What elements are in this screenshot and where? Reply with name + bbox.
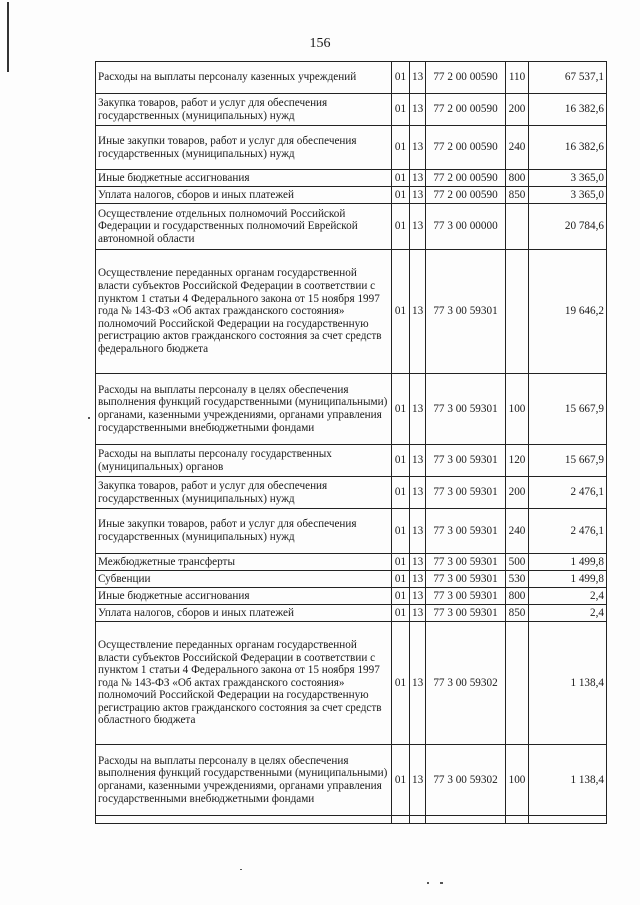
expense-type-code: 110 (506, 62, 529, 94)
expense-type-code: 800 (506, 588, 529, 605)
subsection-code: 13 (410, 250, 426, 374)
amount (529, 816, 607, 824)
table-row (96, 816, 607, 824)
amount: 20 784,6 (529, 204, 607, 250)
table-row (96, 445, 607, 477)
amount: 1 499,8 (529, 554, 607, 571)
table-row (96, 204, 607, 250)
section-code: 01 (392, 745, 410, 816)
expense-name: Иные бюджетные ассигнования (96, 588, 392, 605)
expense-name: Иные бюджетные ассигнования (96, 170, 392, 187)
expense-type-code (506, 250, 529, 374)
page-number: 156 (309, 36, 331, 51)
section-code: 01 (392, 509, 410, 554)
table-row (96, 94, 607, 126)
scan-speck (88, 417, 90, 419)
target-article-code: 77 3 00 59301 (426, 509, 506, 554)
subsection-code: 13 (410, 62, 426, 94)
target-article-code: 77 3 00 59301 (426, 477, 506, 509)
amount: 1 499,8 (529, 571, 607, 588)
subsection-code: 13 (410, 374, 426, 445)
section-code: 01 (392, 374, 410, 445)
expense-name: Иные закупки товаров, работ и услуг для обеспечения государственных (муниципальных) нужд (96, 126, 392, 170)
expense-name: Межбюджетные трансферты (96, 554, 392, 571)
target-article-code: 77 3 00 59302 (426, 745, 506, 816)
table-row (96, 622, 607, 745)
section-code: 01 (392, 170, 410, 187)
expense-name (96, 816, 392, 824)
table-row (96, 187, 607, 204)
scan-speck (427, 882, 429, 884)
expense-type-code (506, 204, 529, 250)
expense-type-code: 850 (506, 605, 529, 622)
expense-name: Уплата налогов, сборов и иных платежей (96, 187, 392, 204)
expense-type-code (506, 622, 529, 745)
target-article-code: 77 2 00 00590 (426, 187, 506, 204)
expense-type-code: 240 (506, 126, 529, 170)
amount: 3 365,0 (529, 187, 607, 204)
section-code: 01 (392, 477, 410, 509)
expense-type-code: 200 (506, 94, 529, 126)
table-row (96, 126, 607, 170)
expense-name: Осуществление переданных органам государственной власти субъектов Российской Федерации в соответствии с пунктом 1 статьи 4 Федерального закона от 15 ноября 1997 года № 143-ФЗ «Об актах гражданского состояния» полномочий Российской Федерации на государственную регистрацию актов гражданского состояния за счет средств федерального бюджета (96, 250, 392, 374)
expense-name: Уплата налогов, сборов и иных платежей (96, 605, 392, 622)
subsection-code: 13 (410, 170, 426, 187)
target-article-code: 77 3 00 59301 (426, 588, 506, 605)
subsection-code: 13 (410, 187, 426, 204)
budget-table-body (96, 62, 607, 824)
amount: 2,4 (529, 605, 607, 622)
table-row (96, 250, 607, 374)
target-article-code: 77 3 00 00000 (426, 204, 506, 250)
amount: 2 476,1 (529, 477, 607, 509)
amount: 16 382,6 (529, 94, 607, 126)
subsection-code: 13 (410, 204, 426, 250)
expense-type-code: 850 (506, 187, 529, 204)
section-code: 01 (392, 588, 410, 605)
expense-type-code: 100 (506, 374, 529, 445)
section-code: 01 (392, 622, 410, 745)
subsection-code: 13 (410, 94, 426, 126)
amount: 19 646,2 (529, 250, 607, 374)
target-article-code: 77 2 00 00590 (426, 126, 506, 170)
subsection-code: 13 (410, 477, 426, 509)
subsection-code: 13 (410, 588, 426, 605)
subsection-code: 13 (410, 554, 426, 571)
subsection-code: 13 (410, 571, 426, 588)
subsection-code: 13 (410, 622, 426, 745)
amount: 15 667,9 (529, 445, 607, 477)
section-code: 01 (392, 187, 410, 204)
expense-type-code: 800 (506, 170, 529, 187)
table-row (96, 605, 607, 622)
table-row (96, 477, 607, 509)
section-code: 01 (392, 94, 410, 126)
subsection-code: 13 (410, 445, 426, 477)
table-row (96, 745, 607, 816)
amount: 67 537,1 (529, 62, 607, 94)
table-row (96, 554, 607, 571)
subsection-code: 13 (410, 745, 426, 816)
budget-table (95, 61, 607, 824)
expense-name: Закупка товаров, работ и услуг для обеспечения государственных (муниципальных) нужд (96, 94, 392, 126)
expense-name: Закупка товаров, работ и услуг для обеспечения государственных (муниципальных) нужд (96, 477, 392, 509)
expense-type-code (506, 816, 529, 824)
expense-name: Осуществление переданных органам государственной власти субъектов Российской Федерации в соответствии с пунктом 1 статьи 4 Федерального закона от 15 ноября 1997 года № 143-ФЗ «Об актах гражданского состояния» полномочий Российской Федерации на государственную регистрацию актов гражданского состояния за счет средств областного бюджета (96, 622, 392, 745)
section-code: 01 (392, 605, 410, 622)
amount: 3 365,0 (529, 170, 607, 187)
section-code: 01 (392, 126, 410, 170)
section-code: 01 (392, 571, 410, 588)
target-article-code: 77 2 00 00590 (426, 62, 506, 94)
table-row (96, 62, 607, 94)
expense-name: Субвенции (96, 571, 392, 588)
section-code: 01 (392, 250, 410, 374)
target-article-code: 77 2 00 00590 (426, 94, 506, 126)
table-row (96, 374, 607, 445)
expense-name: Расходы на выплаты персоналу в целях обеспечения выполнения функций государственными (муниципальными) органами, казенными учреждениями, органами управления государственными внебюджетными фондами (96, 374, 392, 445)
target-article-code: 77 3 00 59301 (426, 571, 506, 588)
scan-speck (440, 882, 443, 884)
section-code: 01 (392, 445, 410, 477)
expense-type-code: 200 (506, 477, 529, 509)
subsection-code: 13 (410, 126, 426, 170)
amount: 2,4 (529, 588, 607, 605)
table-row (96, 588, 607, 605)
target-article-code: 77 3 00 59302 (426, 622, 506, 745)
amount: 2 476,1 (529, 509, 607, 554)
section-code: 01 (392, 554, 410, 571)
table-row (96, 170, 607, 187)
amount: 16 382,6 (529, 126, 607, 170)
expense-name: Расходы на выплаты персоналу государственных (муниципальных) органов (96, 445, 392, 477)
subsection-code (410, 816, 426, 824)
amount: 1 138,4 (529, 622, 607, 745)
target-article-code: 77 3 00 59301 (426, 554, 506, 571)
expense-name: Расходы на выплаты персоналу казенных учреждений (96, 62, 392, 94)
amount: 1 138,4 (529, 745, 607, 816)
expense-name: Иные закупки товаров, работ и услуг для обеспечения государственных (муниципальных) нужд (96, 509, 392, 554)
scan-speck (240, 869, 242, 870)
section-code: 01 (392, 62, 410, 94)
expense-type-code: 500 (506, 554, 529, 571)
subsection-code: 13 (410, 605, 426, 622)
subsection-code: 13 (410, 509, 426, 554)
section-code: 01 (392, 204, 410, 250)
target-article-code: 77 3 00 59301 (426, 445, 506, 477)
target-article-code: 77 3 00 59301 (426, 605, 506, 622)
section-code (392, 816, 410, 824)
target-article-code: 77 2 00 00590 (426, 170, 506, 187)
expense-name: Расходы на выплаты персоналу в целях обеспечения выполнения функций государственными (муниципальными) органами, казенными учреждениями, органами управления государственными внебюджетными фондами (96, 745, 392, 816)
expense-type-code: 120 (506, 445, 529, 477)
target-article-code (426, 816, 506, 824)
target-article-code: 77 3 00 59301 (426, 374, 506, 445)
table-row (96, 571, 607, 588)
expense-type-code: 240 (506, 509, 529, 554)
amount: 15 667,9 (529, 374, 607, 445)
expense-type-code: 530 (506, 571, 529, 588)
table-row (96, 509, 607, 554)
expense-type-code: 100 (506, 745, 529, 816)
expense-name: Осуществление отдельных полномочий Российской Федерации и государственных полномочий Еврейской автономной области (96, 204, 392, 250)
target-article-code: 77 3 00 59301 (426, 250, 506, 374)
